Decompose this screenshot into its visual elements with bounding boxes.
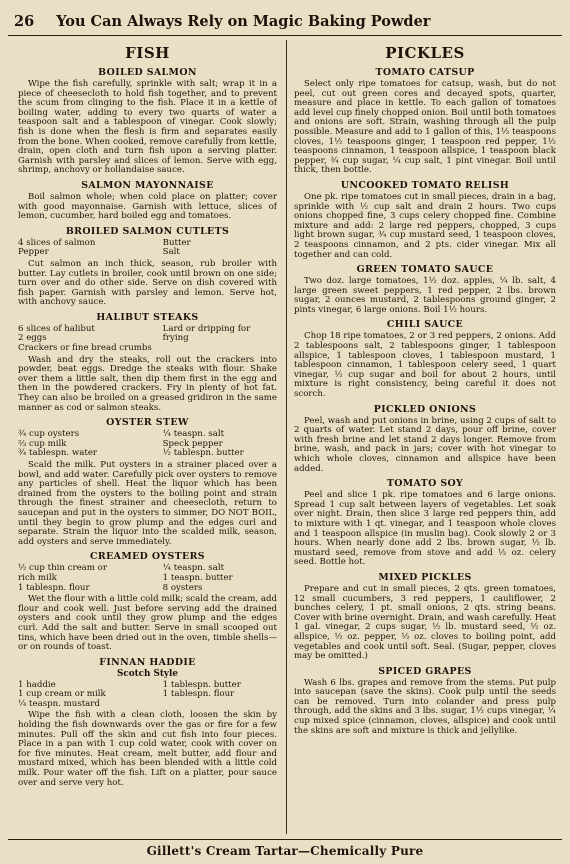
recipe bbox=[294, 478, 556, 568]
recipe bbox=[294, 67, 556, 176]
ingredient: ½ tablespn. butter bbox=[162, 448, 244, 459]
recipe-title: BOILED SALMON bbox=[98, 67, 197, 78]
ingredient: 1 tablespn. butter bbox=[162, 679, 241, 690]
ingredient-list bbox=[18, 325, 277, 354]
ingredient: Speck pepper bbox=[162, 438, 223, 449]
recipe bbox=[294, 180, 556, 260]
ingredient: 1 teaspn. butter bbox=[162, 572, 233, 583]
page-number: 26 bbox=[14, 12, 35, 30]
recipe-instructions: Prepare and cut in small pieces, 2 qts. green tomatoes, 12 small cucumbers, 3 red peppers, 1 cauliflower, 2 bunches celery, 1 pt. small onions, 2 qts. string beans. Cover with brine overnight. Drain, and wash carefully. Heat 1 gal. vinegar, 2 cups sugar, ½ lb. mustard seed, ½ oz. allspice, ½ oz. pepper, ½ oz. cloves to boiling point, add vegetables and cook until soft. Seal. (Sugar, pepper, cloves may be omitted.) bbox=[294, 583, 556, 662]
recipe-instructions: Wet the flour with a little cold milk; scald the cream, add flour and cook well. Just before serving add the drained oysters and cook until they grow plump and the edges curl. Add the salt and butter. Serve in small scooped out tins, which have been dried out in the oven, timble shells—or on rounds of toast. bbox=[18, 594, 277, 653]
fish-recipe-list bbox=[18, 67, 277, 788]
recipe-instructions: Wipe the fish carefully, sprinkle with salt; wrap it in a piece of cheesecloth to hold fish together, and to prevent the scum from clinging to the fish. Place it in a kettle of boiling water, adding to every two quarts of water a teaspoon salt and a tablespoon of vinegar. Cook slowly; fish is done when the flesh is firm and separates easily from the bone. When cooked, remove carefully from kettle, drain, open cloth and turn fish upon a serving platter. Garnish with parsley and slices of lemon. Serve with egg, shrimp, anchovy or hollandaise sauce. bbox=[18, 79, 277, 176]
ingredient-list bbox=[18, 564, 277, 593]
recipe bbox=[18, 67, 277, 176]
ingredient: 4 slices of salmon bbox=[18, 237, 96, 248]
recipe bbox=[18, 551, 277, 652]
ingredient: Pepper bbox=[18, 247, 49, 258]
recipe-title: HALIBUT STEAKS bbox=[96, 311, 199, 323]
ingredient: Lard or dripping for bbox=[162, 323, 251, 334]
recipe-title: CHILI SAUCE bbox=[386, 319, 464, 331]
ingredient: ¾ cup oysters bbox=[18, 429, 80, 440]
page-footer: Gillett's Cream Tartar—Chemically Pure bbox=[146, 844, 424, 858]
ingredient: rich milk bbox=[18, 572, 57, 583]
pickles-recipe-list bbox=[294, 67, 556, 736]
recipe-instructions: Wash and dry the steaks, roll out the crackers into powder, beat eggs. Dredge the steaks with flour. Shake over them a little salt, then dip them first in the egg and then in the powdered crackers. Fry in plenty of hot fat. They can also be broiled on a greased gridiron in the same manner as cod or salmon steaks. bbox=[18, 354, 277, 413]
recipe-instructions: Cut salmon an inch thick, season, rub broiler with butter. Lay cutlets in broiler, cook until brown on one side; turn over and do other side. Serve on dish covered with fish paper. Garnish with parsley and lemon. Serve hot, with anchovy sauce. bbox=[18, 258, 277, 308]
ingredient-list bbox=[18, 430, 277, 459]
recipe bbox=[294, 319, 556, 399]
recipe-instructions: Chop 18 ripe tomatoes, 2 or 3 red peppers, 2 onions. Add 2 tablespoons salt, 2 tablespoons ginger, 1 tablespoon allspice, 1 tablespoon cloves, 1 tablespoon mustard, 1 tablespoon cinnamon, 1 tablespoon celery seed, 1 quart vinegar, ½ cup sugar and boil for about 2 hours, until mixture is right consistency, being careful it does not scorch. bbox=[294, 331, 556, 400]
recipe bbox=[294, 264, 556, 315]
ingredient: ¼ teaspn. salt bbox=[162, 429, 225, 440]
column-divider bbox=[286, 40, 287, 834]
recipe-title: GREEN TOMATO SAUCE bbox=[356, 264, 494, 276]
ingredient: 1 tablespn. flour bbox=[162, 689, 235, 700]
recipe-instructions: One pk. ripe tomatoes cut in small pieces, drain in a bag, sprinkle with ½ cup salt and drain 2 hours. Two cups onions chopped fine, 3 cups celery chopped fine. Combine mixture and add: 2 large red peppers, chopped, 3 cups light brown sugar, ¾ cup mustard seed, 1 teaspoon cloves, 2 teaspoons cinnamon, and 2 pts. cider vinegar. Mix all together and can cold. bbox=[294, 191, 556, 260]
ingredient: ¼ teaspn. mustard bbox=[18, 698, 100, 709]
recipe bbox=[18, 180, 277, 222]
recipe-title: BROILED SALMON CUTLETS bbox=[65, 225, 230, 237]
recipe-title: CREAMED OYSTERS bbox=[90, 551, 205, 563]
running-title: You Can Always Rely on Magic Baking Powder bbox=[56, 12, 431, 30]
recipe bbox=[18, 657, 277, 789]
ingredient bbox=[157, 344, 277, 354]
recipe bbox=[18, 312, 277, 413]
ingredient: 8 oysters bbox=[162, 582, 203, 593]
recipe-title: FINNAN HADDIE bbox=[99, 656, 196, 668]
recipe-instructions: Two doz. large tomatoes, 1½ doz. apples, ¼ lb. salt, 4 large green sweet peppers, 1 red pepper, 2 lbs. brown sugar, 2 ounces mustard, 2 tablespoons ground ginger, 2 pints vinegar, 6 large onions. Boil 1½ hours. bbox=[294, 276, 556, 315]
recipe-title: TOMATO CATSUP bbox=[375, 67, 475, 78]
recipe bbox=[294, 666, 556, 737]
ingredient: Butter bbox=[162, 237, 191, 248]
ingredient: ½ cup thin cream or bbox=[18, 563, 107, 574]
ingredient: ¼ teaspn. salt bbox=[162, 563, 225, 574]
recipe-title: TOMATO SOY bbox=[386, 478, 464, 490]
recipe-title: UNCOOKED TOMATO RELISH bbox=[340, 179, 510, 191]
ingredient-list bbox=[18, 681, 277, 710]
recipe-instructions: Wipe the fish with a clean cloth, loosen the skin by holding the fish downwards over the gas or fire for a few minutes. Pull off the skin and cut fish into four pieces. Place in a pan with 1 cup cold water, cook with cover on for five minutes. Heat cream, melt butter, add flour and mustard mixed, which has been blended with a little cold milk. Pour water off the fish. Lift on a platter, pour sauce over and serve very hot. bbox=[18, 710, 277, 788]
recipe bbox=[294, 572, 556, 662]
ingredient: frying bbox=[162, 333, 189, 344]
recipe-instructions: Scald the milk. Put oysters in a strainer placed over a bowl, and add water. Carefully pick over oysters to remove any particles of shell. Heat the liquor which has been drained from the oysters to the boiling point and strain through the finest strainer and cheesecloth, return to saucepan and put in the oysters to simmer, DO NOT BOIL, until they begin to grow plump and the edges curl and separate. Strain the liquor into the scalded milk, season, add oysters and serve immediately. bbox=[18, 460, 277, 547]
ingredient: 6 slices of halibut bbox=[18, 323, 95, 334]
ingredient-list bbox=[18, 239, 277, 258]
recipe-instructions: Wash 6 lbs. grapes and remove from the stems. Put pulp into saucepan (save the skins). Cook pulp until the seeds can be removed. Turn into colander and press pulp through, add the skins and 3 lbs. sugar, 1½ cups vinegar, ¼ cup mixed spice (cinnamon, cloves, allspice) and cook until the skins are soft and mixture is thick and jellylike. bbox=[294, 677, 556, 736]
recipe bbox=[18, 226, 277, 308]
recipe bbox=[294, 404, 556, 475]
recipe-subtitle: Scotch Style bbox=[117, 668, 178, 679]
recipe-instructions: Boil salmon whole; when cold place on platter; cover with good mayonnaise. Garnish with lettuce, slices of lemon, cucumber, hard boiled egg and tomatoes. bbox=[18, 191, 277, 222]
recipe-title: SALMON MAYONNAISE bbox=[81, 179, 214, 191]
ingredient: ¾ tablespn. water bbox=[18, 448, 98, 459]
ingredient: 1 haddie bbox=[18, 679, 56, 690]
ingredient: 1 cup cream or milk bbox=[18, 689, 106, 700]
section-heading-fish: FISH bbox=[125, 44, 170, 62]
ingredient: ⅔ cup milk bbox=[18, 438, 67, 449]
ingredient: 2 eggs bbox=[18, 333, 47, 344]
ingredient: Salt bbox=[162, 247, 180, 258]
ingredient bbox=[157, 700, 277, 710]
fish-column bbox=[18, 44, 277, 832]
footer-rule bbox=[8, 839, 562, 840]
section-heading-pickles: PICKLES bbox=[385, 44, 465, 62]
recipe bbox=[18, 417, 277, 547]
recipe-instructions: Peel and slice 1 pk. ripe tomatoes and 6 large onions. Spread 1 cup salt between layers of vegetables. Let soak over night. Drain, then slice 3 large red peppers thin, add to mixture with 1 qt. vinegar, and 1 teaspoon whole cloves and 1 teaspoon allspice (in muslin bag). Cook slowly 2 or 3 hours. When nearly done add 2 lbs. brown sugar, ½ lb. mustard seed, remove from stove and add ½ oz. celery seed. Bottle hot. bbox=[294, 490, 556, 568]
recipe-title: PICKLED ONIONS bbox=[373, 403, 477, 415]
ingredient: Crackers or fine bread crumbs bbox=[18, 343, 152, 354]
recipe-title: MIXED PICKLES bbox=[378, 571, 472, 583]
recipe-instructions: Select only ripe tomatoes for catsup, wash, but do not peel, cut out green cores and decayed spots, quarter, measure and place in kettle. To each gallon of tomatoes add level cup finely chopped onion. Boil until both tomatoes and onions are soft. Strain, washing through all the pulp possible. Measure and add to 1 gallon of this, 1½ teaspoons cloves, 1½ teaspoons ginger, 1 teaspoon red pepper, 1½ teaspoons cinnamon, 1 teaspoon allspice, 1 teaspoon black pepper, ¾ cup sugar, ¼ cup salt, 1 pint vinegar. Boil until thick, then bottle. bbox=[294, 79, 556, 176]
pickles-column bbox=[294, 44, 556, 832]
recipe-title: OYSTER STEW bbox=[106, 417, 189, 429]
recipe-instructions: Peel, wash and put onions in brine, using 2 cups of salt to 2 quarts of water. Let stand 2 days, pour off brine, cover with fresh brine and let stand 2 days longer. Remove from brine, wash, and pack in jars; cover with hot vinegar to which whole cloves, cinnamon and allspice have been added. bbox=[294, 415, 556, 474]
recipe-title: SPICED GRAPES bbox=[378, 665, 472, 677]
page-header bbox=[8, 7, 562, 36]
ingredient: 1 tablespn. flour bbox=[18, 582, 90, 593]
